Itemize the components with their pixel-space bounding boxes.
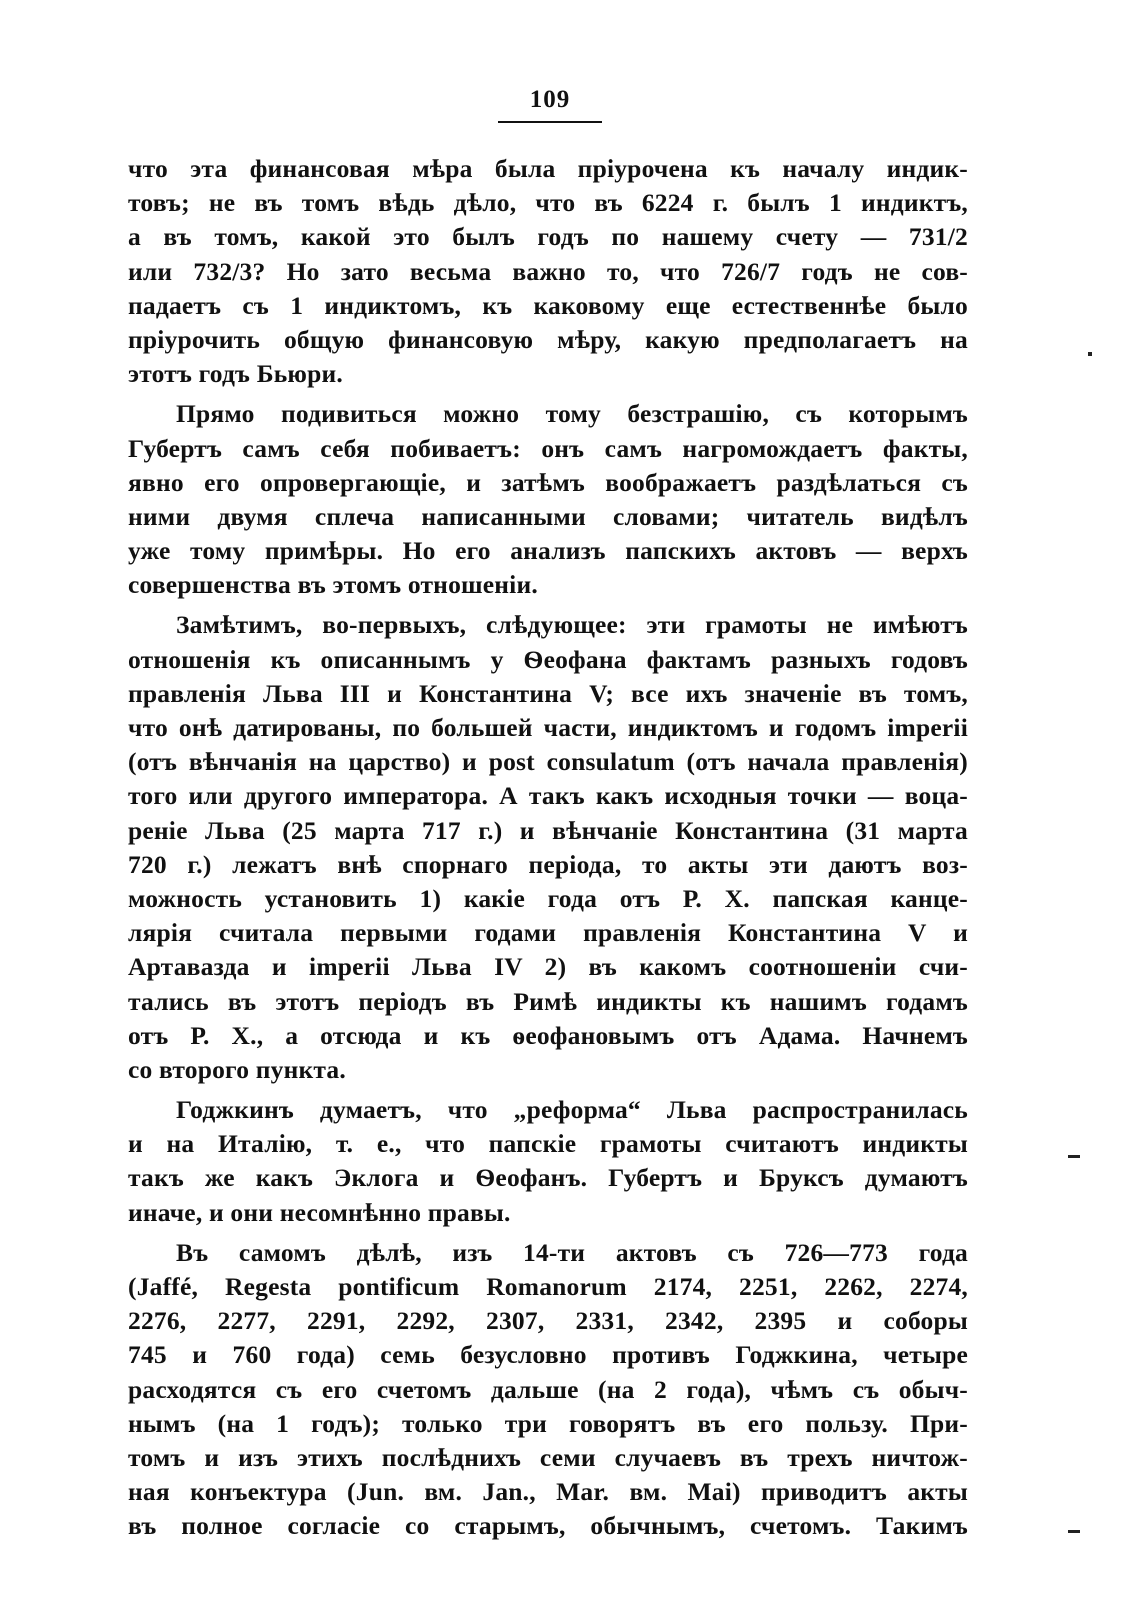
text-line: (Jaffé, Regesta pontificum Romanorum 2174, 2251, 2262, 2274, — [128, 1272, 968, 1301]
text-line: товъ; не въ томъ вѣдь дѣло, что въ 6224 г. былъ 1 индиктъ, — [128, 188, 968, 218]
text-line: отношенія къ описаннымъ у Ѳеофана фактамъ разныхъ годовъ — [128, 644, 968, 674]
text-line: такъ же какъ Эклога и Ѳеофанъ. Губертъ и Бруксъ думаютъ — [128, 1163, 968, 1193]
paragraph-2 — [128, 397, 968, 602]
text-line: тались въ этотъ періодъ въ Римѣ индикты къ нашимъ годамъ — [128, 986, 968, 1016]
margin-speck — [1088, 352, 1092, 356]
text-line: томъ и изъ этихъ послѣднихъ семи случаевъ въ трехъ ничтож- — [128, 1442, 968, 1472]
text-line: что эта финансовая мѣра была пріурочена къ началу индик- — [128, 154, 968, 183]
text-line: со второго пункта. — [128, 1054, 346, 1084]
paragraph-5 — [128, 1236, 968, 1544]
paragraph-3 — [128, 608, 968, 1087]
paragraph-4 — [128, 1093, 968, 1230]
text-line: Артавазда и imperii Льва IV 2) въ какомъ соотношеніи счи- — [128, 952, 968, 982]
margin-speck — [1068, 1155, 1080, 1158]
text-line: падаетъ съ 1 индиктомъ, къ каковому еще естественнѣе было — [128, 290, 968, 320]
page-number: 109 — [529, 86, 571, 113]
text-line: этотъ годъ Бьюри. — [128, 359, 343, 389]
text-line: реніе Льва (25 марта 717 г.) и вѣнчаніе Константина (31 марта — [128, 815, 968, 845]
paragraph-1 — [128, 152, 968, 391]
text-line: Въ самомъ дѣлѣ, изъ 14-ти актовъ съ 726—773 года — [176, 1237, 968, 1267]
text-line: уже тому примѣры. Но его анализъ папскихъ актовъ — верхъ — [128, 536, 968, 566]
text-line: отъ Р. Х., а отсюда и къ ѳеофановымъ отъ Адама. Начнемъ — [128, 1020, 968, 1050]
text-line: иначе, и они несомнѣнно правы. — [128, 1197, 511, 1227]
text-line: пріурочить общую финансовую мѣру, какую предполагаетъ на — [128, 324, 968, 354]
text-line: въ полное согласіе со старымъ, обычнымъ, счетомъ. Такимъ — [128, 1511, 968, 1541]
text-line: Годжкинъ думаетъ, что „реформа“ Льва распространилась — [176, 1095, 968, 1125]
text-line: или 732/3? Но зато весьма важно то, что 726/7 годъ не сов- — [128, 256, 968, 286]
text-line: 720 г.) лежатъ внѣ спорнаго періода, то акты эти даютъ воз- — [128, 849, 968, 879]
margin-speck — [1068, 1530, 1080, 1533]
text-line: явно его опровергающіе, и затѣмъ воображаетъ раздѣлаться съ — [128, 467, 968, 497]
text-line: а въ томъ, какой это былъ годъ по нашему счету — 731/2 — [128, 222, 968, 252]
body-text — [128, 152, 968, 1544]
text-line: Губертъ самъ себя побиваетъ: онъ самъ нагромождаетъ факты, — [128, 433, 968, 463]
text-line: расходятся съ его счетомъ дальше (на 2 года), чѣмъ съ обыч- — [128, 1374, 968, 1404]
text-line: 745 и 760 года) семь безусловно противъ Годжкина, четыре — [128, 1340, 968, 1370]
text-line: ними двумя сплеча написанными словами; читатель видѣлъ — [128, 501, 968, 531]
text-line: Прямо подивиться можно тому безстрашію, съ которымъ — [176, 399, 968, 429]
text-line: (отъ вѣнчанія на царство) и post consulatum (отъ начала правленія) — [128, 747, 968, 777]
text-line: того или другого императора. А такъ какъ исходныя точки — воца- — [128, 781, 968, 811]
text-line: правленія Льва III и Константина V; все ихъ значеніе въ томъ, — [128, 678, 968, 708]
text-line: что онѣ датированы, по большей части, индиктомъ и годомъ imperii — [128, 713, 968, 742]
text-line: и на Италію, т. е., что папскіе грамоты считаютъ индикты — [128, 1129, 968, 1159]
page-number-rule — [498, 121, 602, 123]
text-line: совершенства въ этомъ отношеніи. — [128, 570, 538, 600]
text-line: лярія считала первыми годами правленія Константина V и — [128, 918, 968, 948]
text-line: нымъ (на 1 годъ); только три говорятъ въ его пользу. При- — [128, 1408, 968, 1438]
text-line: можность установить 1) какіе года отъ Р. Х. папская канце- — [128, 883, 968, 913]
text-line: 2276, 2277, 2291, 2292, 2307, 2331, 2342, 2395 и соборы — [128, 1306, 968, 1336]
text-line: Замѣтимъ, во-первыхъ, слѣдующее: эти грамоты не имѣютъ — [176, 610, 968, 640]
text-line: ная конъектура (Jun. вм. Jan., Mar. вм. Mai) приводитъ акты — [128, 1477, 968, 1507]
